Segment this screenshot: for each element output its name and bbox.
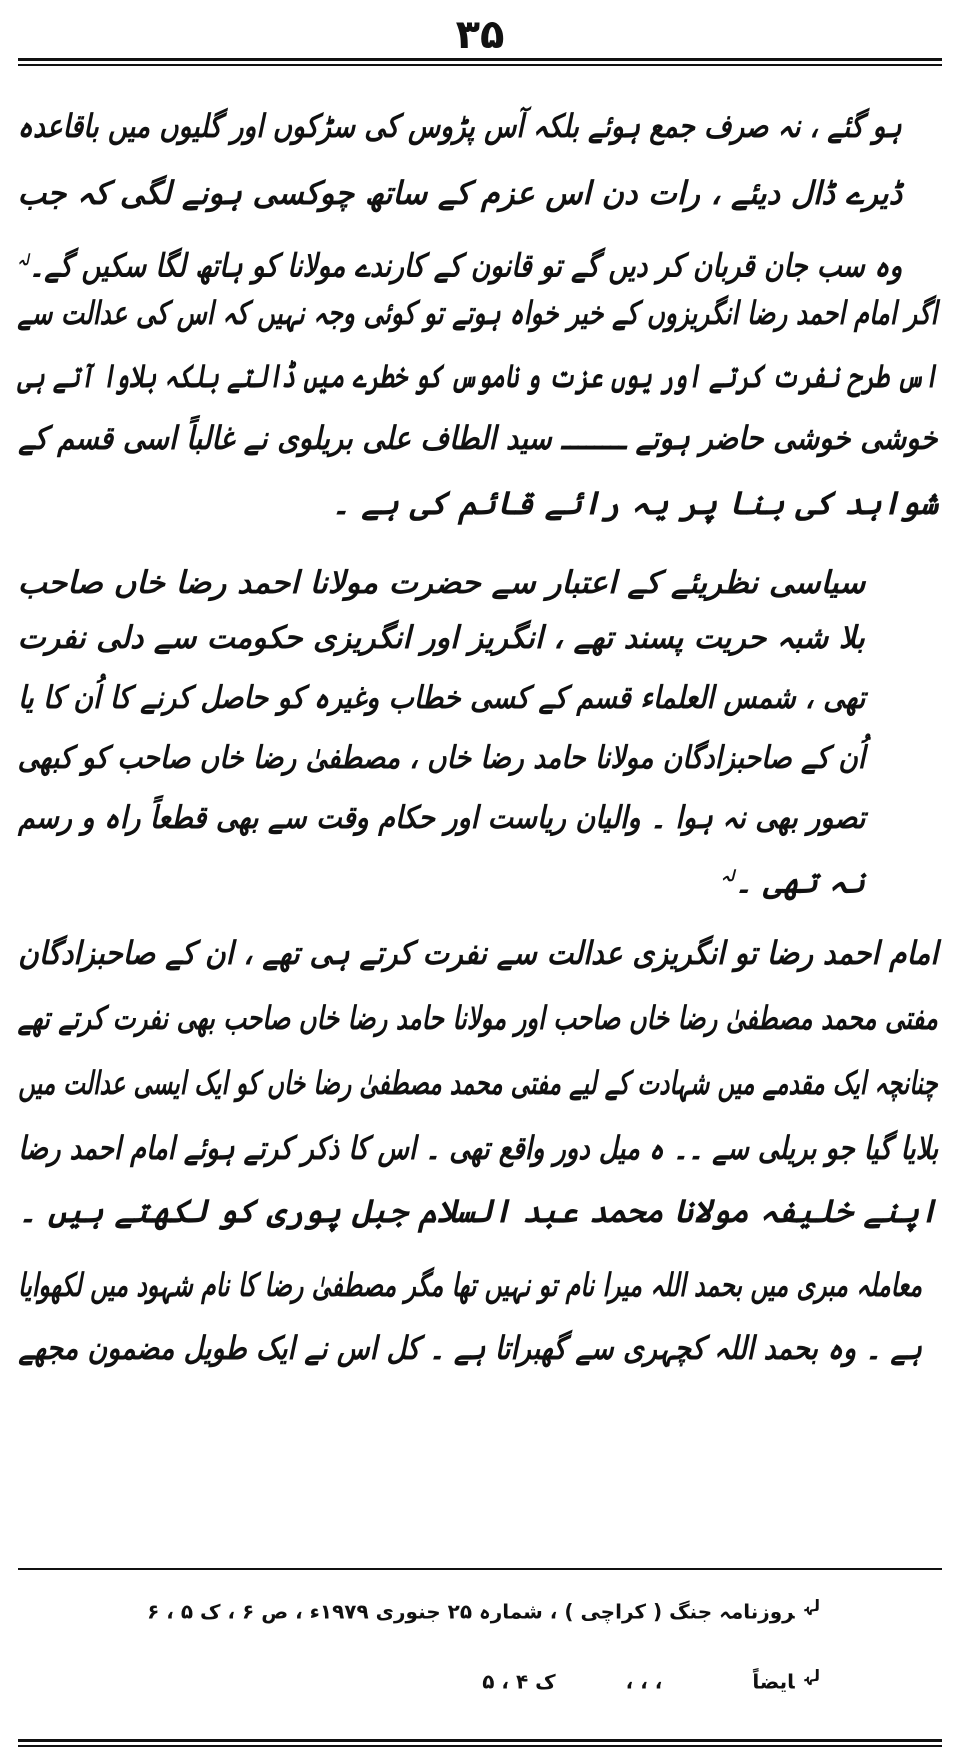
footnote-ditto: ، ، ، bbox=[625, 1669, 663, 1694]
text-line: مفتی محمد مصطفیٰ رضا خاں صاحب اور مولانا حامد رضا خاں صاحب بھی نفرت کرتے تھے bbox=[17, 999, 938, 1037]
footnote-text: ایضاً bbox=[752, 1669, 795, 1694]
header-rule bbox=[18, 58, 942, 61]
text-line: اپنے خلیفہ مولانا محمد عبد السلام جبل پوری کو لکھتے ہیں ۔ bbox=[18, 1192, 938, 1230]
footnote-mark: لہ bbox=[804, 1596, 820, 1615]
quote-line: تھی ، شمس العلماء قسم کے کسی خطاب وغیرہ کو حاصل کرنے کا اُن کا یا bbox=[17, 680, 865, 716]
text-line: ڈیرے ڈال دیئے ، رات دن اس عزم کے ساتھ چوکسی ہونے لگی کہ جب bbox=[17, 174, 902, 212]
text-line: معاملہ مبری میں بحمد اللہ میرا نام تو نہیں تھا مگر مصطفیٰ رضا کا نام شہود میں لکھوایا bbox=[17, 1266, 922, 1304]
footnote-tail: ک ۴ ، ۵ bbox=[482, 1669, 556, 1694]
text-line: چنانچہ ایک مقدمے میں شہادت کے لیے مفتی محمد مصطفیٰ رضا خاں کو ایک ایسی عدالت میں bbox=[18, 1064, 938, 1102]
quote-line: تصور بھی نہ ہوا ۔ والیان ریاست اور حکام وقت سے بھی قطعاً راہ و رسم bbox=[17, 800, 865, 836]
quote-line: اُن کے صاحبزادگان مولانا حامد رضا خاں ، مصطفیٰ رضا خاں صاحب کو کبھی bbox=[17, 740, 865, 776]
text-line: اس طرح نفرت کرتے اور یوں عزت و ناموس کو خطرے میں ڈالتے بلکہ بلاوا آتے ہی bbox=[17, 357, 938, 395]
footnote-2 bbox=[482, 1658, 820, 1700]
quote-line bbox=[721, 848, 865, 908]
text-line: ہو گئے ، نہ صرف جمع ہوئے بلکہ آس پڑوس کی سڑکوں اور گلیوں میں باقاعدہ bbox=[17, 107, 902, 145]
text-line: امام احمد رضا تو انگریزی عدالت سے نفرت کرتے ہی تھے ، ان کے صاحبزادگان bbox=[17, 934, 938, 972]
footnote-ref-1: لہ bbox=[17, 251, 29, 269]
text-line bbox=[18, 232, 902, 292]
footnote-1 bbox=[147, 1588, 820, 1630]
text-line: ہے ۔ وہ بحمد اللہ کچہری سے گھبراتا ہے ۔ کل اس نے ایک طویل مضمون مجھے bbox=[18, 1329, 922, 1367]
quote-line-content: نہ تھی ۔ bbox=[734, 864, 865, 901]
text-line: خوشی خوشی حاضر ہوتے ــــــــ سید الطاف علی بریلوی نے غالباً اسی قسم کے bbox=[18, 419, 938, 457]
footnote-ref-2: لہ bbox=[721, 867, 735, 885]
quote-line: بلا شبہ حریت پسند تھے ، انگریز اور انگریزی حکومت سے دلی نفرت bbox=[17, 620, 865, 656]
header-rule-inner bbox=[18, 64, 942, 66]
text-line: بلایا گیا جو بریلی سے ۔۔ ہ میل دور واقع تھی ۔ اس کا ذکر کرتے ہوئے امام احمد رضا bbox=[18, 1129, 938, 1167]
footnote-text: روزنامہ جنگ ( کراچی ) ، شمارہ ۲۵ جنوری ۱۹۷۹ء ، ص ۶ ، ک ۵ ، ۶ bbox=[147, 1599, 795, 1624]
text-line: اگر امام احمد رضا انگریزوں کے خیر خواہ ہوتے تو کوئی وجہ نہیں کہ اس کی عدالت سے bbox=[17, 294, 938, 332]
footnote-mark: لہ bbox=[804, 1666, 820, 1685]
footer-rule bbox=[18, 1739, 942, 1742]
footnote-separator bbox=[18, 1568, 942, 1570]
quote-line: سیاسی نظریئے کے اعتبار سے حضرت مولانا احمد رضا خاں صاحب bbox=[17, 565, 865, 601]
text-line: شواہد کی بنا پر یہ رائے قائم کی ہے ۔ bbox=[331, 484, 938, 522]
text-line-content: وہ سب جان قربان کر دیں گے تو قانون کے کارندے مولانا کو ہاتھ لگا سکیں گے۔ bbox=[28, 246, 903, 285]
page-number: ۳۵ bbox=[455, 12, 505, 58]
footer-rule-inner bbox=[18, 1745, 942, 1747]
